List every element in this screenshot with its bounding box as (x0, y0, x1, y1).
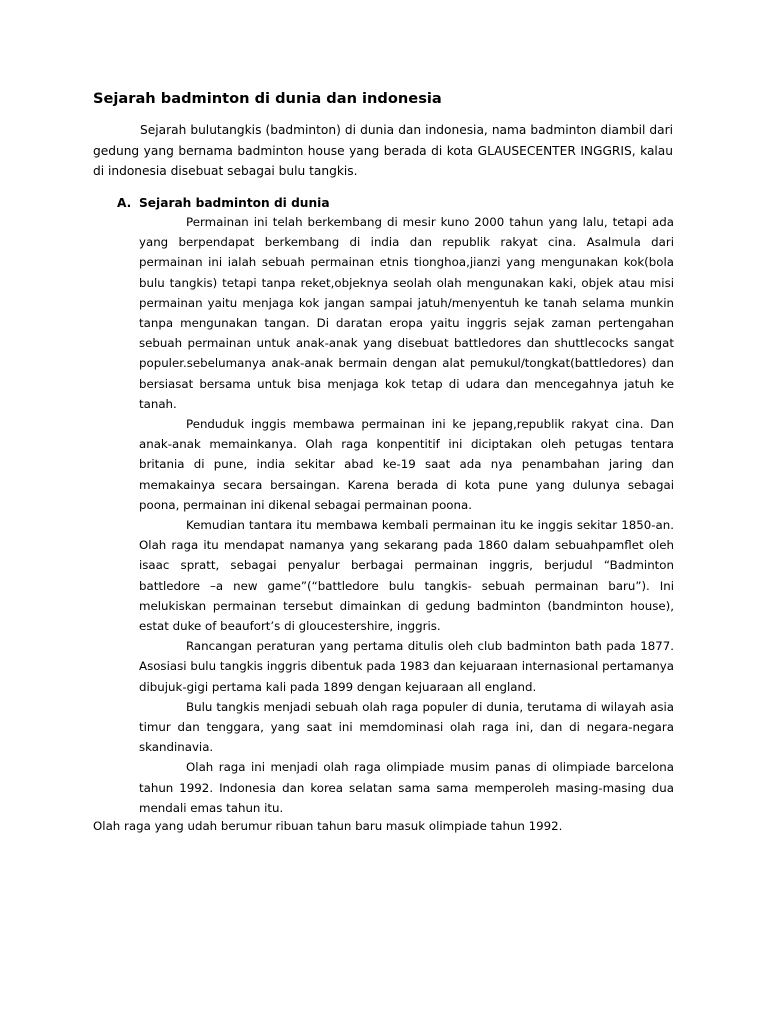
section-a-paragraph-2: Penduduk inggis membawa permainan ini ke jepang,republik rakyat cina. Dan anak-anak memainkanya. Olah raga konpentitif ini diciptakan oleh petugas tentara britania di pune, india sekitar abad ke-19 saat ada nya penambahan jaring dan memakainya secara bersaingan. Karena berada di kota pune yang dulunya sebagai poona, permainan ini dikenal sebagai permainan poona. (139, 417, 674, 512)
section-a-paragraph-6: Olah raga ini menjadi olah raga olimpiade musim panas di olimpiade barcelona tahun 1992. Indonesia dan korea selatan sama sama memperoleh masing-masing dua mendali emas tahun itu. (139, 760, 674, 815)
section-a-marker: A. (117, 196, 132, 210)
closing-paragraph: Olah raga yang udah berumur ribuan tahun baru masuk olimpiade tahun 1992. (93, 819, 563, 833)
section-a-paragraph-3: Kemudian tantara itu membawa kembali permainan itu ke inggis sekitar 1850-an. Olah raga itu mendapat namanya yang sekarang pada 1860 dalam sebuahpamflet oleh isaac spratt, sebagai penyalur berbagai permainan inggris, berjudul “Badminton battledore –a new game”(“battledore bulu tangkis- sebuah permainan baru”). Ini melukiskan permainan tersebut dimainkan di gedung badminton (bandminton house), estat duke of beaufort’s di gloucestershire, inggris. (139, 518, 674, 634)
document-title: Sejarah badminton di dunia dan indonesia (93, 90, 442, 107)
section-a-body (139, 212, 674, 818)
section-a-title: Sejarah badminton di dunia (139, 196, 330, 210)
section-a-heading (117, 193, 330, 213)
section-a-paragraph-4: Rancangan peraturan yang pertama ditulis oleh club badminton bath pada 1877. Asosiasi bulu tangkis inggris dibentuk pada 1983 dan kejuaraan internasional pertamanya dibujuk-gigi pertama kali pada 1899 dengan kejuaraan all england. (139, 639, 674, 694)
intro-paragraph: Sejarah bulutangkis (badminton) di dunia dan indonesia, nama badminton diambil dari gedung yang bernama badminton house yang berada di kota GLAUSECENTER INGGRIS, kalau di indonesia disebuat sebagai bulu tangkis. (93, 123, 673, 179)
section-a-paragraph-1: Permainan ini telah berkembang di mesir kuno 2000 tahun yang lalu, tetapi ada yang berpendapat berkembang di india dan republik rakyat cina. Asalmula dari permainan ini ialah sebuah permainan etnis tionghoa,jianzi yang mengunakan kok(bola bulu tangkis) tetapi tanpa reket,objeknya seolah olah mengunakan kaki, objek atau misi permainan yaitu menjaga kok jangan sampai jatuh/menyentuh ke tanah selama munkin tanpa mengunakan tangan. Di daratan eropa yaitu inggris sejak zaman pertengahan sebuah permainan untuk anak-anak yang disebuat battledores dan shuttlecocks sangat populer.sebelumanya anak-anak bermain dengan alat pemukul/tongkat(battledores) dan bersiasat bersama untuk bisa menjaga kok tetap di udara dan mencegahnya jatuh ke tanah. (139, 215, 674, 411)
section-a-paragraph-5: Bulu tangkis menjadi sebuah olah raga populer di dunia, terutama di wilayah asia timur dan tenggara, yang saat ini memdominasi olah raga ini, dan di negara-negara skandinavia. (139, 699, 674, 755)
